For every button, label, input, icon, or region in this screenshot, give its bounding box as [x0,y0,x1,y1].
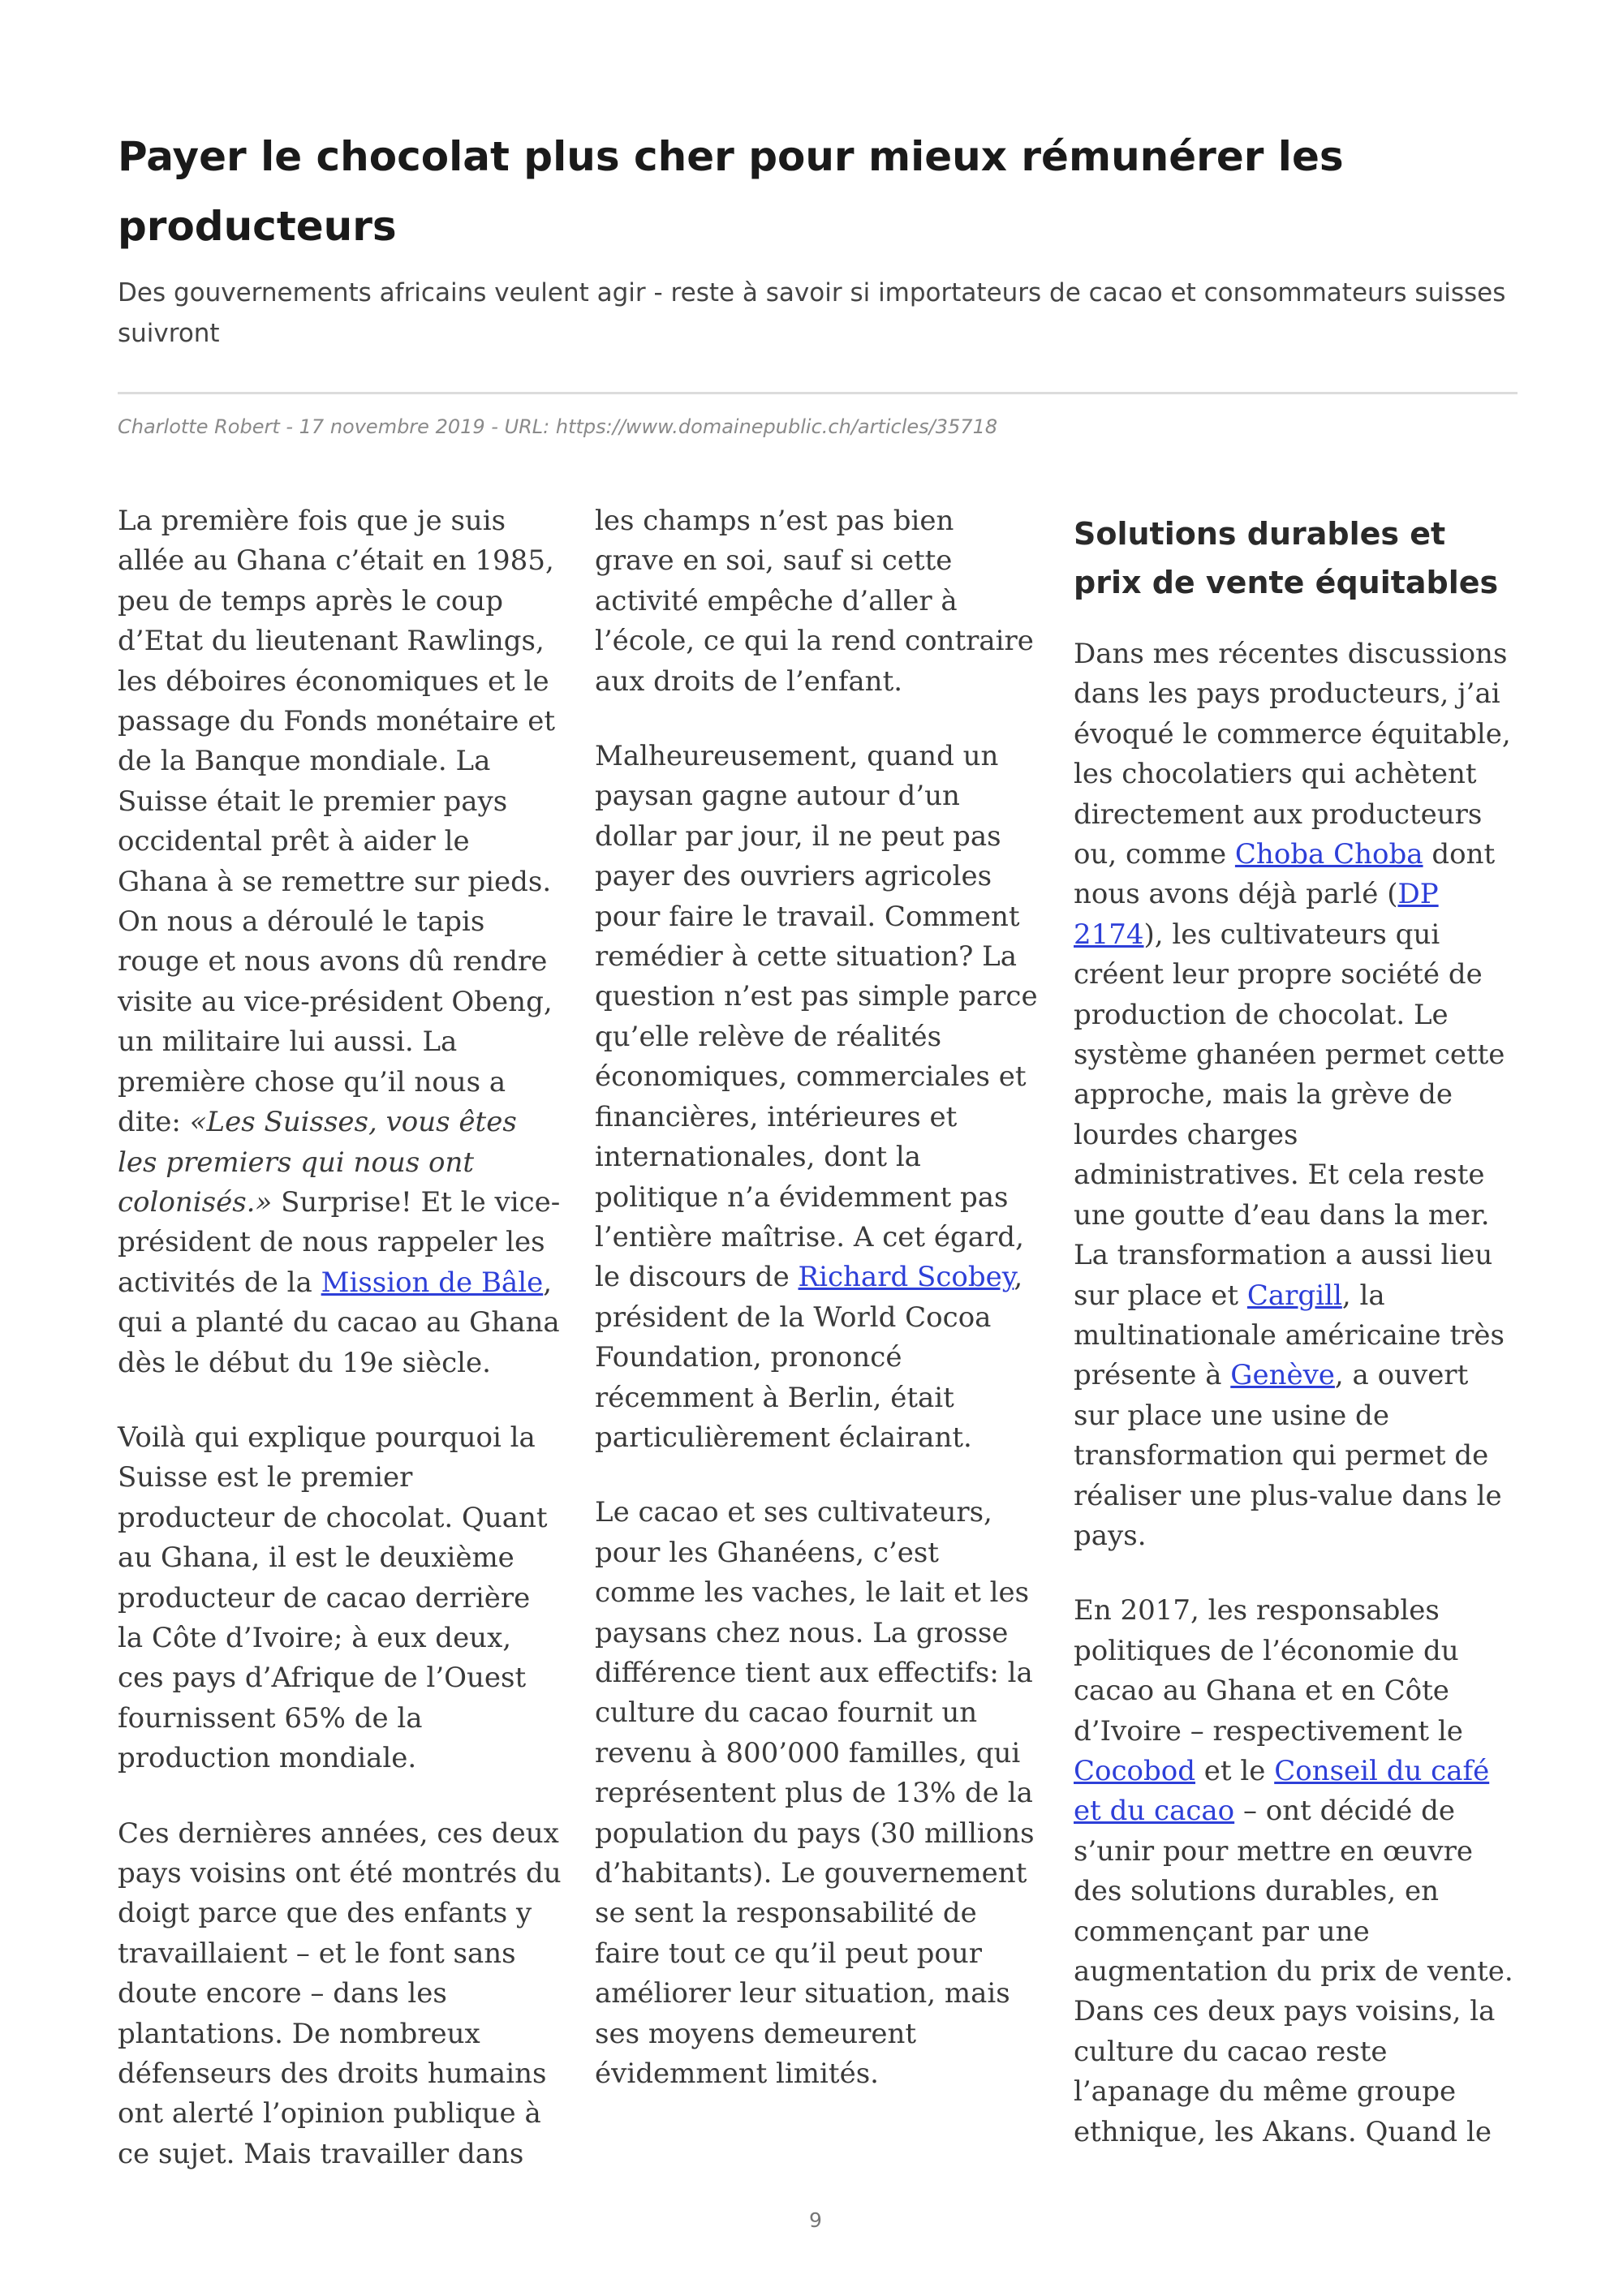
col3-p2-text-a: En 2017, les responsables politiques de l’économie du cacao au Ghana et en Côte d’Ivoire – respectivement le [1074,1594,1463,1748]
article-subtitle: Des gouvernements africains veulent agir - reste à savoir si importateurs de cacao et consommateurs suisses suivront [118,278,1506,348]
link-richard-scobey[interactable]: Richard Scobey [798,1261,1014,1294]
column-2 [595,501,1041,2129]
article-title: Payer le chocolat plus cher pour mieux rémunérer les producteurs [118,133,1344,250]
col2-paragraph-2 [595,737,1041,1458]
col3-p1-text-b: dont nous avons déjà parlé ( [1074,838,1496,911]
col1-p1-text-a: La première fois que je suis allée au Ghana c’était en 1985, peu de temps après le coup d’Etat du lieutenant Rawlings, les déboires économiques et le passage du Fonds monétaire et de la Banque mondiale. La Suisse était le premier pays occidental prêt à aider le Ghana à se remettre sur pieds. On nous a déroulé le tapis rouge et nous avons dû rendre visite au vice-président Obeng, un militaire lui aussi. La première chose qu’il nous a dite: [118,505,555,1139]
link-cargill[interactable]: Cargill [1246,1279,1342,1312]
col2-p2-text-b: , président de la World Cocoa Foundation, prononcé récemment à Berlin, était particulièrement éclairant. [595,1261,1023,1454]
page-number: 9 [809,2208,822,2232]
col2-paragraph-3: Le cacao et ses cultivateurs, pour les Ghanéens, c’est comme les vaches, le lait et les paysans chez nous. La grosse différence tient aux effectifs: la culture du cacao fournit un revenu à 800’000 familles, qui représentent plus de 13% de la population du pays (30 millions d’habitants). Le gouvernement se sent la responsabilité de faire tout ce qu’il peut pour améliorer leur situation, mais ses moyens demeurent évidemment limités. [595,1496,1035,2091]
col3-p1-text-a: Dans mes récentes discussions dans les pays producteurs, j’ai évoqué le commerce équitable, les chocolatiers qui achètent directement aux producteurs ou, comme [1074,638,1511,871]
link-choba-choba[interactable]: Choba Choba [1234,838,1423,871]
link-conseil-du-cafe-et-du-cacao[interactable]: Conseil du café et du cacao [1074,1754,1490,1828]
link-dp-2174[interactable]: DP 2174 [1074,878,1439,951]
column-1 [118,501,564,2209]
col3-p1-text-e: , a ouvert sur place une usine de transformation qui permet de réaliser une plus-value dans le pays. [1074,1359,1502,1552]
col1-p1-text-c: , qui a planté du cacao au Ghana dès le début du 19e siècle. [118,1266,560,1379]
col1-paragraph-3: Ces dernières années, ces deux pays voisins ont été montrés du doigt parce que des enfants y travaillaient – et le font sans doute encore – dans les plantations. De nombreux défenseurs des droits humains ont alerté l’opinion publique à ce sujet. Mais travailler dans [118,1817,562,2170]
link-cocobod[interactable]: Cocobod [1074,1754,1195,1787]
col3-p2-text-c: – ont décidé de s’unir pour mettre en œuvre des solutions durables, en commençant par une augmentation du prix de vente. Dans ces deux pays voisins, la culture du cacao reste l’apanage du même groupe ethnique, les Akans. Quand le [1074,1795,1513,2148]
col3-p1-text-c: ), les cultivateurs qui créent leur propre société de production de chocolat. Le système ghanéen permet cette approche, mais la grève de lourdes charges administratives. Et cela reste une goutte d’eau dans la mer. La transformation a aussi lieu sur place et [1074,918,1505,1312]
col1-p1-text-b: Surprise! Et le vice-président de nous rappeler les activités de la [118,1185,561,1299]
col2-paragraph-1: les champs n’est pas bien grave en soi, sauf si cette activité empêche d’aller à l’école, ce qui la rend contraire aux droits de l’enfant. [595,505,1034,698]
col3-paragraph-2 [1074,1591,1520,2152]
link-mission-de-bale[interactable]: Mission de Bâle [321,1266,544,1299]
section-heading: Solutions durables et prix de vente équitables [1074,516,1499,600]
article-meta: Charlotte Robert - 17 novembre 2019 - URL: https://www.domainepublic.ch/articles/35718 [118,415,998,438]
col1-paragraph-2: Voilà qui explique pourquoi la Suisse est le premier producteur de chocolat. Quant au Ghana, il est le deuxième producteur de cacao derrière la Côte d’Ivoire; à eux deux, ces pays d’Afrique de l’Ouest fournissent 65% de la production mondiale. [118,1421,548,1775]
col3-p2-text-b: et le [1195,1754,1275,1787]
col3-paragraph-1 [1074,634,1520,1556]
col2-p2-text-a: Malheureusement, quand un paysan gagne autour d’un dollar par jour, il ne peut pas payer des ouvriers agricoles pour faire le travail. Comment remédier à cette situation? La question n’est pas simple parce qu’elle relève de réalités économiques, commerciales et financières, intérieures et internationales, dont la politique n’a évidemment pas l’entière maîtrise. A cet égard, le discours de [595,740,1038,1294]
col3-p1-text-d: , la multinationale américaine très présente à [1074,1279,1505,1392]
col1-p1-quote: «Les Suisses, vous êtes les premiers qui nous ont colonisés.» [118,1106,517,1219]
header-divider [118,392,1518,394]
link-geneve[interactable]: Genève [1230,1359,1335,1392]
column-3 [1074,510,1520,2187]
col1-paragraph-1 [118,501,564,1383]
